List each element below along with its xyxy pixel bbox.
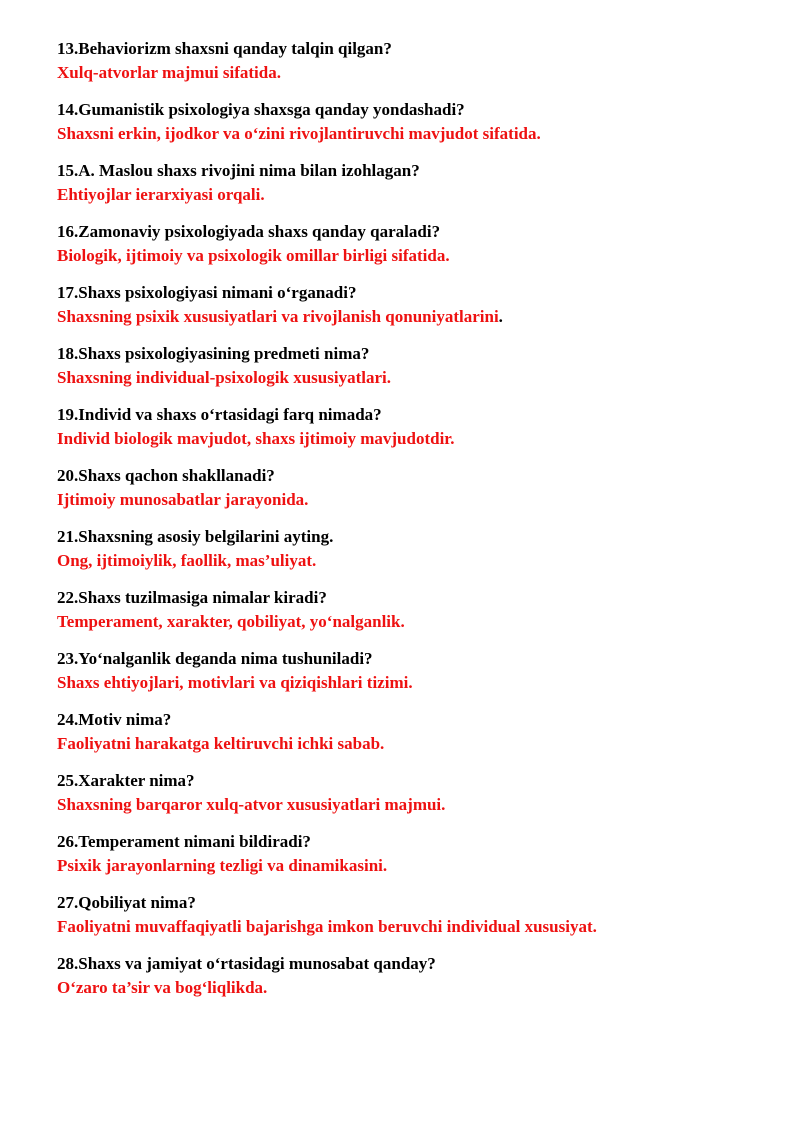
answer-19-text: Individ biologik mavjudot, shaxs ijtimoiy mavjudotdir. [57, 429, 455, 448]
answer-20 [57, 488, 777, 512]
question-23: 23.Yo‘nalganlik deganda nima tushuniladi? [57, 649, 373, 668]
answer-17 [57, 305, 777, 329]
qa-item-27 [57, 891, 777, 939]
qa-item-21 [57, 525, 777, 573]
answer-24-text: Faoliyatni harakatga keltiruvchi ichki sabab. [57, 734, 385, 753]
qa-item-28 [57, 952, 777, 1000]
question-18: 18.Shaxs psixologiyasining predmeti nima? [57, 344, 370, 363]
question-25: 25.Xarakter nima? [57, 771, 195, 790]
answer-26-text: Psixik jarayonlarning tezligi va dinamikasini. [57, 856, 388, 875]
answer-27 [57, 915, 777, 939]
qa-item-16 [57, 220, 777, 268]
question-28: 28.Shaxs va jamiyat o‘rtasidagi munosabat qanday? [57, 954, 436, 973]
answer-28-text: O‘zaro ta’sir va bog‘liqlikda. [57, 978, 268, 997]
qa-item-19 [57, 403, 777, 451]
answer-28 [57, 976, 777, 1000]
question-22: 22.Shaxs tuzilmasiga nimalar kiradi? [57, 588, 327, 607]
question-20: 20.Shaxs qachon shakllanadi? [57, 466, 275, 485]
answer-25 [57, 793, 777, 817]
answer-24 [57, 732, 777, 756]
qa-item-25 [57, 769, 777, 817]
question-24: 24.Motiv nima? [57, 710, 172, 729]
question-21: 21.Shaxsning asosiy belgilarini ayting. [57, 527, 334, 546]
answer-13 [57, 61, 777, 85]
answer-18-text: Shaxsning individual-psixologik xususiyatlari. [57, 368, 391, 387]
answer-19 [57, 427, 777, 451]
answer-17-tail: . [498, 307, 503, 326]
qa-item-23 [57, 647, 777, 695]
qa-item-15 [57, 159, 777, 207]
question-27: 27.Qobiliyat nima? [57, 893, 196, 912]
question-14: 14.Gumanistik psixologiya shaxsga qanday yondashadi? [57, 100, 465, 119]
answer-21-text: Ong, ijtimoiylik, faollik, mas’uliyat. [57, 551, 317, 570]
qa-list [57, 37, 777, 1013]
question-15: 15.A. Maslou shaxs rivojini nima bilan izohlagan? [57, 161, 420, 180]
answer-17-text: Shaxsning psixik xususiyatlari va rivojlanish qonuniyatlarini [57, 307, 499, 326]
answer-15-text: Ehtiyojlar ierarxiyasi orqali. [57, 185, 265, 204]
qa-item-22 [57, 586, 777, 634]
qa-item-18 [57, 342, 777, 390]
answer-16-text: Biologik, ijtimoiy va psixologik omillar birligi sifatida. [57, 246, 450, 265]
answer-20-text: Ijtimoiy munosabatlar jarayonida. [57, 490, 309, 509]
answer-16 [57, 244, 777, 268]
answer-23-text: Shaxs ehtiyojlari, motivlari va qiziqishlari tizimi. [57, 673, 413, 692]
qa-item-17 [57, 281, 777, 329]
answer-23 [57, 671, 777, 695]
answer-13-text: Xulq-atvorlar majmui sifatida. [57, 63, 281, 82]
answer-22 [57, 610, 777, 634]
answer-27-text: Faoliyatni muvaffaqiyatli bajarishga imkon beruvchi individual xususiyat. [57, 917, 597, 936]
answer-21 [57, 549, 777, 573]
question-17: 17.Shaxs psixologiyasi nimani o‘rganadi? [57, 283, 357, 302]
qa-item-14 [57, 98, 777, 146]
answer-15 [57, 183, 777, 207]
answer-14-text: Shaxsni erkin, ijodkor va o‘zini rivojlantiruvchi mavjudot sifatida. [57, 124, 541, 143]
qa-item-20 [57, 464, 777, 512]
answer-22-text: Temperament, xarakter, qobiliyat, yo‘nalganlik. [57, 612, 405, 631]
answer-26 [57, 854, 777, 878]
question-13: 13.Behaviorizm shaxsni qanday talqin qilgan? [57, 39, 392, 58]
qa-item-26 [57, 830, 777, 878]
answer-14 [57, 122, 777, 146]
question-16: 16.Zamonaviy psixologiyada shaxs qanday qaraladi? [57, 222, 441, 241]
qa-item-24 [57, 708, 777, 756]
qa-item-13 [57, 37, 777, 85]
answer-18 [57, 366, 777, 390]
answer-25-text: Shaxsning barqaror xulq-atvor xususiyatlari majmui. [57, 795, 446, 814]
question-19: 19.Individ va shaxs o‘rtasidagi farq nimada? [57, 405, 382, 424]
question-26: 26.Temperament nimani bildiradi? [57, 832, 311, 851]
